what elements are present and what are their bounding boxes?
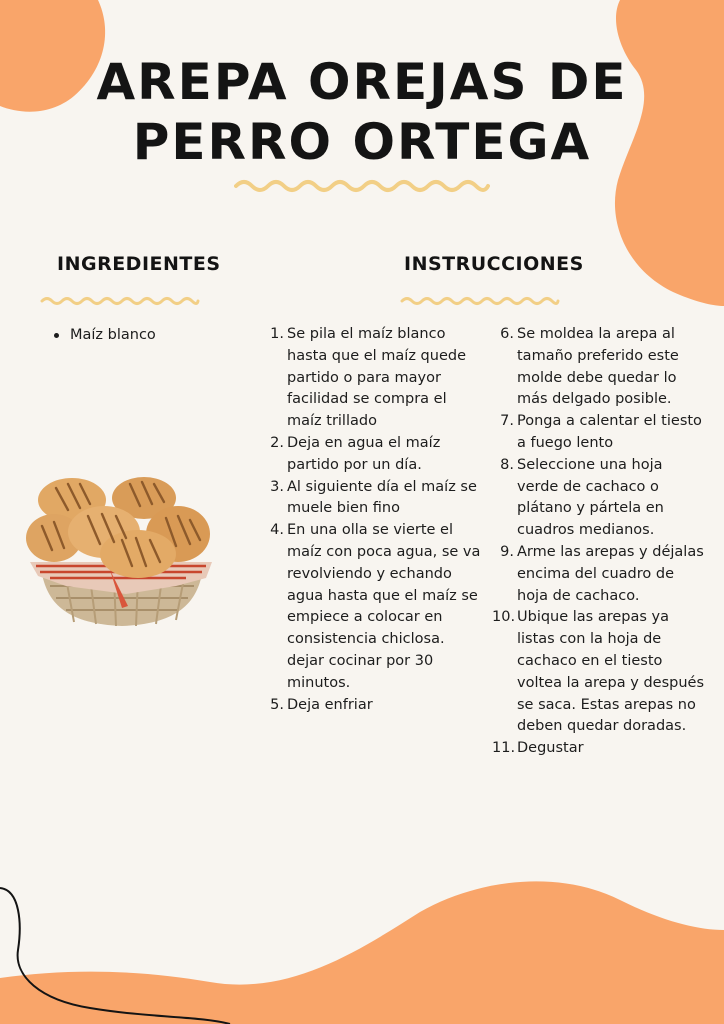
ingredients-list <box>50 324 240 346</box>
step-text: Deja enfriar <box>287 696 373 713</box>
instructions-squiggle <box>400 294 560 308</box>
step-number: 1. <box>270 326 284 342</box>
step-number: 5. <box>270 696 284 713</box>
step-text: Se moldea la arepa al tamaño preferido este molde debe quedar lo más delgado posible. <box>517 326 679 408</box>
step-item <box>262 433 484 477</box>
arepas-basket-illustration <box>26 474 218 630</box>
recipe-title: AREPA OREJAS DE PERRO ORTEGA <box>96 53 628 171</box>
step-number: 7. <box>500 413 514 430</box>
ingredient-item: Maíz blanco <box>50 324 240 346</box>
step-text: Deja en agua el maíz partido por un día. <box>287 434 441 473</box>
step-item <box>262 695 484 717</box>
step-text: Seleccione una hoja verde de cachaco o plátano y pártela en cuadros medianos. <box>517 456 664 539</box>
step-text: Se pila el maíz blanco hasta que el maíz quede partido o para mayor facilidad se compra el maíz trillado <box>287 326 466 430</box>
step-text: En una olla se vierte el maíz con poca agua, se va revolviendo y echando agua hasta que el maíz se empiece a colocar en consistencia chiclosa. dejar cocinar por 30 minutos. <box>287 522 481 691</box>
step-number: 3. <box>270 478 284 495</box>
step-text: Arme las arepas y déjalas encima del cuadro de hoja de cachaco. <box>517 543 704 604</box>
step-number: 10. <box>492 609 516 626</box>
step-item <box>492 324 704 411</box>
instructions-list-column-2 <box>492 324 704 760</box>
step-text: Al siguiente día el maíz se muele bien fino <box>287 478 477 517</box>
step-item <box>492 411 704 455</box>
step-number: 11. <box>492 740 516 757</box>
title-squiggle <box>234 176 490 196</box>
step-text: Ubique las arepas ya listas con la hoja de cachaco en el tiesto voltea la arepa y después se saca. Estas arepas no deben quedar doradas. <box>517 609 704 735</box>
step-number: 4. <box>270 522 284 539</box>
instructions-list-column-1 <box>262 324 484 716</box>
step-item <box>262 520 484 694</box>
orange-wave-bottom <box>0 850 724 1024</box>
step-item <box>492 607 704 738</box>
step-number: 6. <box>500 326 514 342</box>
step-number: 8. <box>500 456 514 473</box>
step-text: Degustar <box>517 740 584 757</box>
step-number: 9. <box>500 543 514 560</box>
step-item <box>492 455 704 542</box>
ingredients-squiggle <box>40 294 200 308</box>
step-item <box>262 477 484 521</box>
step-item <box>492 738 704 760</box>
step-number: 2. <box>270 434 284 451</box>
step-item <box>262 324 484 433</box>
ingredients-heading: INGREDIENTES <box>57 253 221 275</box>
instructions-heading: INSTRUCCIONES <box>404 253 584 275</box>
step-item <box>492 542 704 607</box>
step-text: Ponga a calentar el tiesto a fuego lento <box>517 413 702 451</box>
